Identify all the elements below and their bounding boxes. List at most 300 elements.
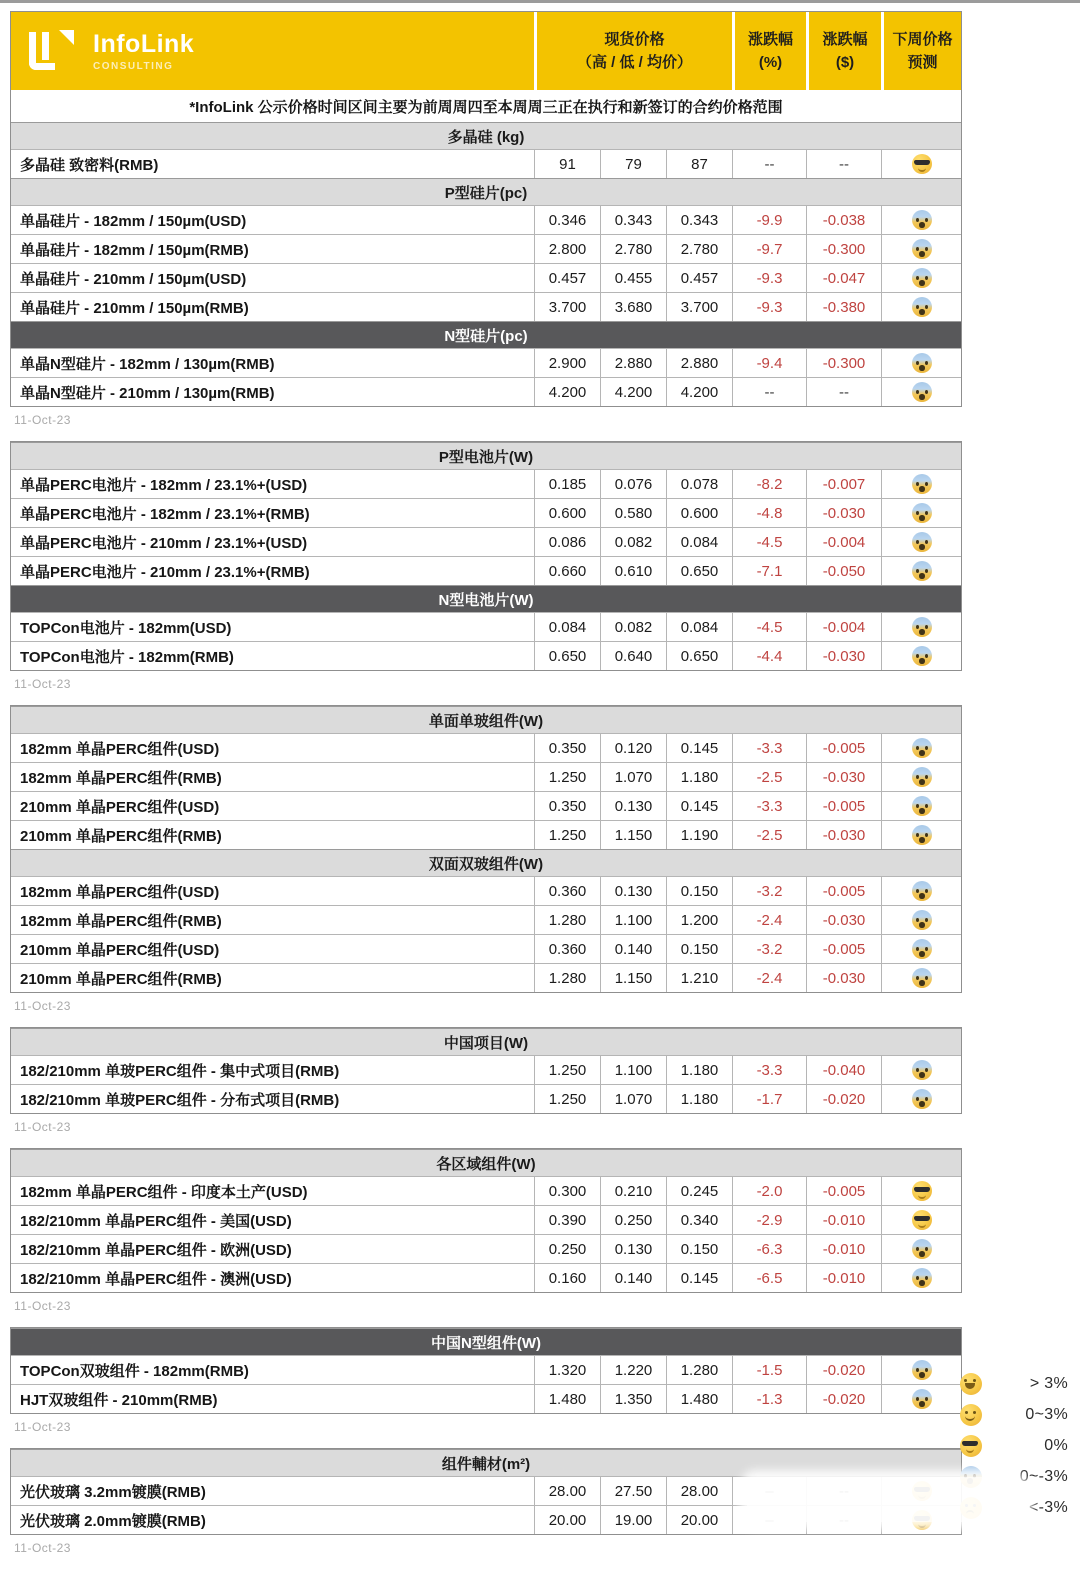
price-high-cell: 2.900 bbox=[534, 349, 600, 377]
price-high-cell: 0.350 bbox=[534, 792, 600, 820]
price-high-cell: 0.360 bbox=[534, 935, 600, 963]
change-pct-cell: -9.9 bbox=[732, 206, 806, 234]
product-name-cell: 210mm 单晶PERC组件(USD) bbox=[20, 798, 220, 816]
product-name-cell: 182/210mm 单晶PERC组件 - 澳洲(USD) bbox=[20, 1270, 292, 1288]
price-low-cell: 0.140 bbox=[600, 1264, 666, 1292]
infolink-logo-icon bbox=[29, 29, 81, 73]
table-row bbox=[11, 348, 961, 377]
change-pct-cell: -4.4 bbox=[732, 642, 806, 670]
legend-item bbox=[960, 1430, 1068, 1461]
change-usd-cell: -0.007 bbox=[806, 470, 881, 498]
price-avg-cell: 1.200 bbox=[666, 906, 732, 934]
legend-label: 0% bbox=[1044, 1436, 1068, 1454]
logo-triangle bbox=[59, 30, 74, 45]
product-name-cell: 单晶硅片 - 182mm / 150µm(RMB) bbox=[20, 241, 249, 259]
scream-emoji-icon bbox=[912, 796, 932, 816]
change-pct-cell: -9.7 bbox=[732, 235, 806, 263]
product-name-cell: 182mm 单晶PERC组件(RMB) bbox=[20, 769, 222, 787]
change-usd-cell: -0.005 bbox=[806, 877, 881, 905]
forecast-cell bbox=[881, 235, 961, 263]
price-high-cell: 1.480 bbox=[534, 1385, 600, 1413]
price-low-cell: 0.130 bbox=[600, 877, 666, 905]
table-row bbox=[11, 963, 961, 992]
legend-item bbox=[960, 1399, 1068, 1430]
brand-header bbox=[11, 12, 961, 90]
change-pct-cell: -3.3 bbox=[732, 734, 806, 762]
price-low-cell: 0.210 bbox=[600, 1177, 666, 1205]
price-low-cell: 79 bbox=[600, 150, 666, 178]
change-usd-cell: -0.030 bbox=[806, 642, 881, 670]
change-pct-cell: -1.7 bbox=[732, 1085, 806, 1113]
table-block bbox=[10, 705, 962, 993]
price-high-cell: 0.360 bbox=[534, 877, 600, 905]
change-usd-cell: -0.005 bbox=[806, 792, 881, 820]
product-name-cell: 多晶硅 致密料(RMB) bbox=[20, 156, 159, 174]
table-row bbox=[11, 263, 961, 292]
price-low-cell: 0.250 bbox=[600, 1206, 666, 1234]
table-block bbox=[10, 1027, 962, 1114]
price-high-cell: 1.250 bbox=[534, 821, 600, 849]
scream-emoji-icon bbox=[912, 939, 932, 959]
scream-emoji-icon bbox=[912, 1389, 932, 1409]
price-high-cell: 0.660 bbox=[534, 557, 600, 585]
column-header-forecast-sub: 预测 bbox=[907, 54, 938, 71]
price-high-cell: 1.280 bbox=[534, 964, 600, 992]
scream-emoji-icon bbox=[912, 646, 932, 666]
change-usd-cell: -0.004 bbox=[806, 613, 881, 641]
scream-emoji-icon bbox=[912, 1268, 932, 1288]
price-avg-cell: 1.480 bbox=[666, 1385, 732, 1413]
price-avg-cell: 4.200 bbox=[666, 378, 732, 406]
product-name-cell: 182mm 单晶PERC组件 - 印度本土产(USD) bbox=[20, 1183, 308, 1201]
change-pct-cell: -2.9 bbox=[732, 1206, 806, 1234]
legend-label: 0~3% bbox=[1025, 1405, 1068, 1423]
date-label: 11-Oct-23 bbox=[14, 1299, 71, 1313]
forecast-cell bbox=[881, 964, 961, 992]
table-row bbox=[11, 934, 961, 963]
scream-emoji-icon bbox=[912, 968, 932, 988]
product-name-cell: 光伏玻璃 2.0mm镀膜(RMB) bbox=[20, 1512, 206, 1530]
table-row bbox=[11, 498, 961, 527]
change-pct-cell: -4.8 bbox=[732, 499, 806, 527]
table-row bbox=[11, 469, 961, 498]
product-name-cell: 182/210mm 单晶PERC组件 - 欧洲(USD) bbox=[20, 1241, 292, 1259]
change-pct-cell: -2.0 bbox=[732, 1177, 806, 1205]
legend-label: 0~-3% bbox=[1019, 1467, 1068, 1485]
change-usd-cell: -0.300 bbox=[806, 235, 881, 263]
scream-emoji-icon bbox=[912, 297, 932, 317]
change-usd-cell: -- bbox=[806, 150, 881, 178]
scream-emoji-icon bbox=[912, 881, 932, 901]
date-label: 11-Oct-23 bbox=[14, 999, 71, 1013]
product-name-cell: TOPCon电池片 - 182mm(USD) bbox=[20, 619, 232, 637]
change-pct-cell: -1.5 bbox=[732, 1356, 806, 1384]
change-pct-cell: -- bbox=[732, 378, 806, 406]
change-pct-cell: -6.5 bbox=[732, 1264, 806, 1292]
price-avg-cell: 0.150 bbox=[666, 877, 732, 905]
product-name-cell: 单晶硅片 - 210mm / 150µm(USD) bbox=[20, 270, 247, 288]
scream-emoji-icon bbox=[912, 825, 932, 845]
forecast-cell bbox=[881, 935, 961, 963]
column-header-change-pct-unit: (%) bbox=[758, 54, 783, 71]
table-row bbox=[11, 1384, 961, 1413]
date-label: 11-Oct-23 bbox=[14, 677, 71, 691]
table-row bbox=[11, 1176, 961, 1205]
table-row bbox=[11, 791, 961, 820]
price-low-cell: 0.130 bbox=[600, 1235, 666, 1263]
forecast-cell bbox=[881, 613, 961, 641]
price-low-cell: 0.120 bbox=[600, 734, 666, 762]
product-name-cell: 210mm 单晶PERC组件(USD) bbox=[20, 941, 220, 959]
price-low-cell: 0.130 bbox=[600, 792, 666, 820]
scream-emoji-icon bbox=[912, 474, 932, 494]
change-pct-cell: -9.4 bbox=[732, 349, 806, 377]
scream-emoji-icon bbox=[912, 1060, 932, 1080]
price-high-cell: 1.250 bbox=[534, 1056, 600, 1084]
price-avg-cell: 0.150 bbox=[666, 935, 732, 963]
product-name-cell: 单晶PERC电池片 - 182mm / 23.1%+(RMB) bbox=[20, 505, 310, 523]
forecast-cell bbox=[881, 206, 961, 234]
price-low-cell: 3.680 bbox=[600, 293, 666, 321]
forecast-cell bbox=[881, 1235, 961, 1263]
price-avg-cell: 0.650 bbox=[666, 557, 732, 585]
table-row bbox=[11, 1234, 961, 1263]
price-low-cell: 4.200 bbox=[600, 378, 666, 406]
price-low-cell: 0.076 bbox=[600, 470, 666, 498]
change-usd-cell: -0.047 bbox=[806, 264, 881, 292]
price-avg-cell: 0.150 bbox=[666, 1235, 732, 1263]
forecast-cell bbox=[881, 1385, 961, 1413]
change-usd-cell: -0.030 bbox=[806, 821, 881, 849]
price-high-cell: 0.160 bbox=[534, 1264, 600, 1292]
change-usd-cell: -0.020 bbox=[806, 1356, 881, 1384]
product-name-cell: 182mm 单晶PERC组件(RMB) bbox=[20, 912, 222, 930]
price-low-cell: 2.780 bbox=[600, 235, 666, 263]
logo-zone bbox=[11, 12, 534, 90]
change-usd-cell: -0.040 bbox=[806, 1056, 881, 1084]
table-row bbox=[11, 1355, 961, 1384]
price-high-cell: 0.346 bbox=[534, 206, 600, 234]
product-name-cell: 单晶硅片 - 210mm / 150µm(RMB) bbox=[20, 299, 249, 317]
price-avg-cell: 0.650 bbox=[666, 642, 732, 670]
date-label: 11-Oct-23 bbox=[14, 1420, 71, 1434]
change-pct-cell: -9.3 bbox=[732, 293, 806, 321]
scream-emoji-icon bbox=[912, 210, 932, 230]
price-high-cell: 91 bbox=[534, 150, 600, 178]
forecast-cell bbox=[881, 763, 961, 791]
column-header-spot-sub: （高 / 低 / 均价） bbox=[576, 54, 692, 71]
change-pct-cell: -7.1 bbox=[732, 557, 806, 585]
product-name-cell: 210mm 单晶PERC组件(RMB) bbox=[20, 827, 222, 845]
product-name-cell: 单晶硅片 - 182mm / 150µm(USD) bbox=[20, 212, 247, 230]
top-divider bbox=[0, 0, 1080, 3]
product-name-cell: 182mm 单晶PERC组件(USD) bbox=[20, 740, 220, 758]
price-avg-cell: 0.145 bbox=[666, 792, 732, 820]
price-avg-cell: 0.457 bbox=[666, 264, 732, 292]
price-high-cell: 1.250 bbox=[534, 763, 600, 791]
column-header-change-usd-unit: ($) bbox=[835, 54, 855, 71]
column-header-change-usd-title: 涨跌幅 bbox=[822, 30, 868, 48]
change-usd-cell: -0.010 bbox=[806, 1264, 881, 1292]
date-label: 11-Oct-23 bbox=[14, 1541, 71, 1555]
change-usd-cell: -0.010 bbox=[806, 1206, 881, 1234]
section-header: 中国N型组件(W) bbox=[11, 1328, 961, 1355]
price-low-cell: 19.00 bbox=[600, 1506, 666, 1534]
table-block bbox=[10, 11, 962, 407]
table-row bbox=[11, 292, 961, 321]
forecast-cell bbox=[881, 1356, 961, 1384]
change-pct-cell: -2.4 bbox=[732, 906, 806, 934]
price-avg-cell: 0.145 bbox=[666, 734, 732, 762]
price-period-note: *InfoLink 公示价格时间区间主要为前周周四至本周周三正在执行和新签订的合约价格范围 bbox=[11, 90, 961, 122]
change-usd-cell: -0.030 bbox=[806, 964, 881, 992]
legend-label: <-3% bbox=[1029, 1498, 1068, 1516]
cool-emoji-icon bbox=[912, 1210, 932, 1230]
change-usd-cell: -0.300 bbox=[806, 349, 881, 377]
forecast-cell bbox=[881, 906, 961, 934]
change-pct-cell: -6.3 bbox=[732, 1235, 806, 1263]
price-avg-cell: 0.245 bbox=[666, 1177, 732, 1205]
forecast-cell bbox=[881, 1264, 961, 1292]
change-pct-cell: -3.2 bbox=[732, 935, 806, 963]
price-avg-cell: 1.280 bbox=[666, 1356, 732, 1384]
change-usd-cell: -0.030 bbox=[806, 763, 881, 791]
column-header-change-pct-title: 涨跌幅 bbox=[747, 30, 793, 48]
price-high-cell: 0.390 bbox=[534, 1206, 600, 1234]
price-low-cell: 1.220 bbox=[600, 1356, 666, 1384]
price-low-cell: 1.100 bbox=[600, 1056, 666, 1084]
product-name-cell: 182/210mm 单晶PERC组件 - 美国(USD) bbox=[20, 1212, 292, 1230]
price-low-cell: 0.082 bbox=[600, 613, 666, 641]
price-low-cell: 1.350 bbox=[600, 1385, 666, 1413]
price-high-cell: 0.650 bbox=[534, 642, 600, 670]
smile-emoji-icon bbox=[960, 1404, 982, 1426]
price-low-cell: 0.082 bbox=[600, 528, 666, 556]
forecast-cell bbox=[881, 557, 961, 585]
price-avg-cell: 3.700 bbox=[666, 293, 732, 321]
column-header-spot-title: 现货价格 bbox=[604, 30, 665, 48]
price-low-cell: 0.640 bbox=[600, 642, 666, 670]
forecast-cell bbox=[881, 877, 961, 905]
price-low-cell: 1.150 bbox=[600, 964, 666, 992]
table-row bbox=[11, 641, 961, 670]
product-name-cell: 光伏玻璃 3.2mm镀膜(RMB) bbox=[20, 1483, 206, 1501]
price-avg-cell: 0.078 bbox=[666, 470, 732, 498]
forecast-cell bbox=[881, 293, 961, 321]
forecast-cell bbox=[881, 1177, 961, 1205]
brand-subtitle: CONSULTING bbox=[93, 61, 174, 72]
section-header: P型电池片(W) bbox=[11, 442, 961, 469]
forecast-cell bbox=[881, 378, 961, 406]
price-high-cell: 0.300 bbox=[534, 1177, 600, 1205]
scream-emoji-icon bbox=[912, 353, 932, 373]
change-pct-cell: -4.5 bbox=[732, 528, 806, 556]
scream-emoji-icon bbox=[912, 268, 932, 288]
scream-emoji-icon bbox=[912, 1239, 932, 1259]
date-label: 11-Oct-23 bbox=[14, 1120, 71, 1134]
price-low-cell: 1.070 bbox=[600, 763, 666, 791]
section-header: 单面单玻组件(W) bbox=[11, 706, 961, 733]
change-pct-cell: -4.5 bbox=[732, 613, 806, 641]
change-pct-cell: -3.2 bbox=[732, 877, 806, 905]
table-row bbox=[11, 905, 961, 934]
product-name-cell: 182mm 单晶PERC组件(USD) bbox=[20, 883, 220, 901]
price-low-cell: 1.100 bbox=[600, 906, 666, 934]
product-name-cell: 单晶N型硅片 - 182mm / 130µm(RMB) bbox=[20, 355, 275, 373]
change-pct-cell: -2.5 bbox=[732, 763, 806, 791]
change-pct-cell: -1.3 bbox=[732, 1385, 806, 1413]
table-row bbox=[11, 876, 961, 905]
scream-emoji-icon bbox=[912, 617, 932, 637]
change-usd-cell: -0.050 bbox=[806, 557, 881, 585]
section-header: 组件輔材(m²) bbox=[11, 1449, 961, 1476]
forecast-cell bbox=[881, 734, 961, 762]
table-row bbox=[11, 1205, 961, 1234]
column-header-forecast-title: 下周价格 bbox=[892, 30, 953, 48]
scream-emoji-icon bbox=[912, 382, 932, 402]
table-row bbox=[11, 149, 961, 178]
logo-text bbox=[93, 30, 194, 72]
price-avg-cell: 1.210 bbox=[666, 964, 732, 992]
change-pct-cell: -3.3 bbox=[732, 1056, 806, 1084]
cool-emoji-icon bbox=[960, 1435, 982, 1457]
price-high-cell: 28.00 bbox=[534, 1477, 600, 1505]
change-usd-cell: -0.004 bbox=[806, 528, 881, 556]
forecast-cell bbox=[881, 642, 961, 670]
product-name-cell: TOPCon双玻组件 - 182mm(RMB) bbox=[20, 1362, 249, 1380]
price-avg-cell: 1.190 bbox=[666, 821, 732, 849]
product-name-cell: HJT双玻组件 - 210mm(RMB) bbox=[20, 1391, 218, 1409]
table-row bbox=[11, 234, 961, 263]
change-usd-cell: -0.005 bbox=[806, 935, 881, 963]
change-pct-cell: -9.3 bbox=[732, 264, 806, 292]
change-pct-cell: -- bbox=[732, 150, 806, 178]
date-label: 11-Oct-23 bbox=[14, 413, 71, 427]
price-low-cell: 0.343 bbox=[600, 206, 666, 234]
forecast-cell bbox=[881, 499, 961, 527]
section-header: N型电池片(W) bbox=[11, 585, 961, 612]
scream-emoji-icon bbox=[912, 503, 932, 523]
legend-label: > 3% bbox=[1029, 1374, 1068, 1392]
section-header: 各区域组件(W) bbox=[11, 1149, 961, 1176]
table-row bbox=[11, 733, 961, 762]
product-name-cell: TOPCon电池片 - 182mm(RMB) bbox=[20, 648, 234, 666]
change-usd-cell: -0.030 bbox=[806, 906, 881, 934]
table-row bbox=[11, 377, 961, 406]
price-avg-cell: 0.084 bbox=[666, 613, 732, 641]
logo-bar bbox=[42, 32, 49, 60]
section-header: 双面双玻组件(W) bbox=[11, 849, 961, 876]
scream-emoji-icon bbox=[912, 738, 932, 758]
column-header-forecast bbox=[881, 12, 961, 90]
table-row bbox=[11, 1263, 961, 1292]
price-high-cell: 0.086 bbox=[534, 528, 600, 556]
change-usd-cell: -0.038 bbox=[806, 206, 881, 234]
price-high-cell: 0.084 bbox=[534, 613, 600, 641]
price-avg-cell: 0.340 bbox=[666, 1206, 732, 1234]
product-name-cell: 182/210mm 单玻PERC组件 - 集中式项目(RMB) bbox=[20, 1062, 340, 1080]
table-row bbox=[11, 527, 961, 556]
price-table-blocks bbox=[10, 11, 962, 1569]
change-usd-cell: -- bbox=[806, 378, 881, 406]
forecast-cell bbox=[881, 470, 961, 498]
forecast-cell bbox=[881, 528, 961, 556]
forecast-cell bbox=[881, 792, 961, 820]
price-high-cell: 1.280 bbox=[534, 906, 600, 934]
product-name-cell: 182/210mm 单玻PERC组件 - 分布式项目(RMB) bbox=[20, 1091, 340, 1109]
table-row bbox=[11, 820, 961, 849]
scream-emoji-icon bbox=[912, 1089, 932, 1109]
price-high-cell: 1.320 bbox=[534, 1356, 600, 1384]
price-low-cell: 0.455 bbox=[600, 264, 666, 292]
price-high-cell: 0.250 bbox=[534, 1235, 600, 1263]
table-block bbox=[10, 1148, 962, 1293]
change-usd-cell: -0.005 bbox=[806, 1177, 881, 1205]
brand-name: InfoLink bbox=[93, 30, 195, 58]
price-avg-cell: 87 bbox=[666, 150, 732, 178]
change-usd-cell: -0.010 bbox=[806, 1235, 881, 1263]
table-row bbox=[11, 556, 961, 585]
section-header: 多晶硅 (kg) bbox=[11, 122, 961, 149]
price-avg-cell: 1.180 bbox=[666, 1056, 732, 1084]
price-low-cell: 1.150 bbox=[600, 821, 666, 849]
laugh-emoji-icon bbox=[960, 1373, 982, 1395]
scream-emoji-icon bbox=[912, 532, 932, 552]
product-name-cell: 单晶PERC电池片 - 210mm / 23.1%+(USD) bbox=[20, 534, 308, 552]
price-high-cell: 2.800 bbox=[534, 235, 600, 263]
scream-emoji-icon bbox=[912, 239, 932, 259]
scream-emoji-icon bbox=[912, 767, 932, 787]
price-low-cell: 0.580 bbox=[600, 499, 666, 527]
legend-item bbox=[960, 1368, 1068, 1399]
price-high-cell: 3.700 bbox=[534, 293, 600, 321]
price-avg-cell: 2.780 bbox=[666, 235, 732, 263]
forecast-cell bbox=[881, 1085, 961, 1113]
product-name-cell: 单晶PERC电池片 - 210mm / 23.1%+(RMB) bbox=[20, 563, 310, 581]
price-avg-cell: 2.880 bbox=[666, 349, 732, 377]
price-low-cell: 2.880 bbox=[600, 349, 666, 377]
price-low-cell: 0.140 bbox=[600, 935, 666, 963]
product-name-cell: 单晶PERC电池片 - 182mm / 23.1%+(USD) bbox=[20, 476, 308, 494]
table-row bbox=[11, 1084, 961, 1113]
table-block bbox=[10, 441, 962, 671]
section-header: N型硅片(pc) bbox=[11, 321, 961, 348]
column-header-change-usd bbox=[806, 12, 881, 90]
change-pct-cell: -2.4 bbox=[732, 964, 806, 992]
change-pct-cell: -8.2 bbox=[732, 470, 806, 498]
forecast-cell bbox=[881, 821, 961, 849]
change-usd-cell: -0.380 bbox=[806, 293, 881, 321]
cool-emoji-icon bbox=[912, 154, 932, 174]
column-header-change-pct bbox=[732, 12, 806, 90]
table-row bbox=[11, 205, 961, 234]
price-high-cell: 0.185 bbox=[534, 470, 600, 498]
price-avg-cell: 20.00 bbox=[666, 1506, 732, 1534]
table-block bbox=[10, 1327, 962, 1414]
price-high-cell: 0.457 bbox=[534, 264, 600, 292]
change-pct-cell: -2.5 bbox=[732, 821, 806, 849]
price-high-cell: 1.250 bbox=[534, 1085, 600, 1113]
cool-emoji-icon bbox=[912, 1181, 932, 1201]
price-high-cell: 0.600 bbox=[534, 499, 600, 527]
scream-emoji-icon bbox=[912, 1360, 932, 1380]
price-avg-cell: 0.145 bbox=[666, 1264, 732, 1292]
table-row bbox=[11, 1055, 961, 1084]
scream-emoji-icon bbox=[912, 910, 932, 930]
change-usd-cell: -0.020 bbox=[806, 1385, 881, 1413]
table-row bbox=[11, 762, 961, 791]
product-name-cell: 单晶N型硅片 - 210mm / 130µm(RMB) bbox=[20, 384, 275, 402]
